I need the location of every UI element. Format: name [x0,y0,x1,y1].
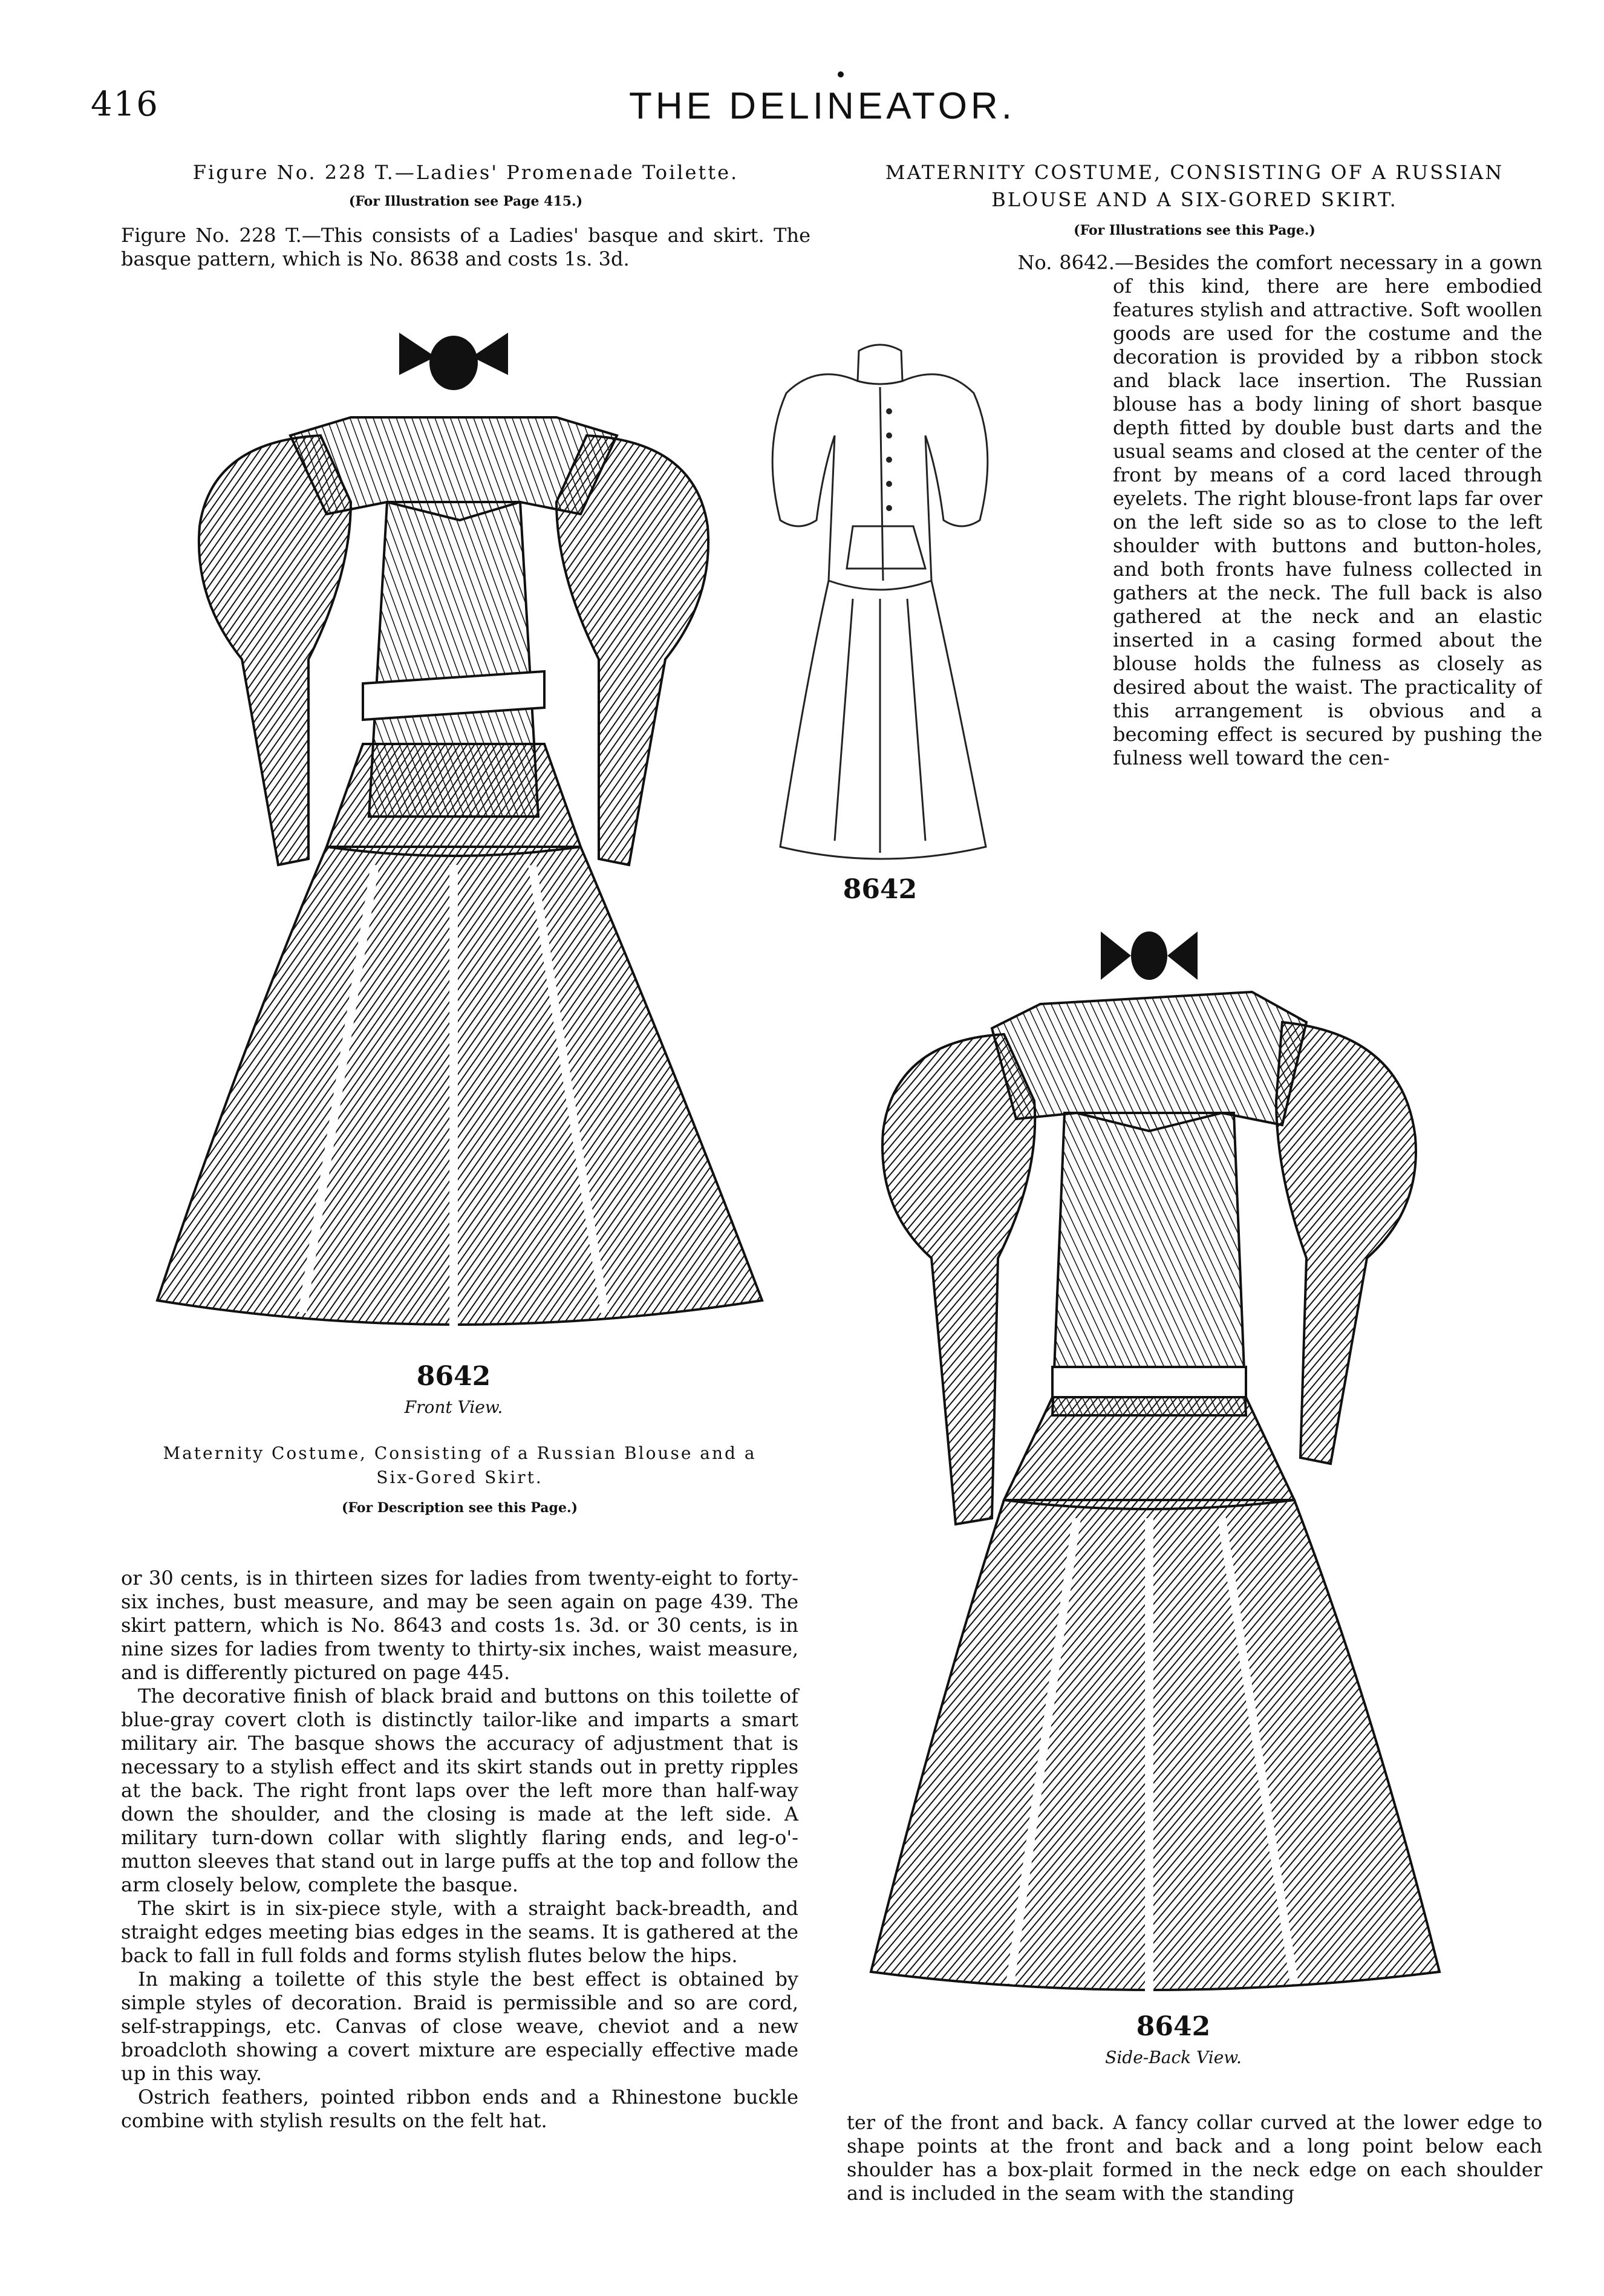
front-view-illustration [121,321,786,1349]
front-figure-number: 8642 [416,1361,491,1392]
masthead-title: THE DELINEATOR. [629,85,1016,127]
left-body-paragraph-5: Ostrich feathers, pointed ribbon ends and a Rhinestone buckle combine with stylish results on the felt hat. [121,2086,798,2132]
left-body-paragraph-4: In making a toilette of this style the best effect is obtained by simple styles of decoration. Braid is permissible and so are cord, self-strappings, etc. Canvas of close weave, cheviot and a new broadcloth showing a covert mixture are especially effective made up in this way. [121,1968,798,2085]
front-figure-view: Front View. [404,1397,503,1417]
side-back-view-illustration [859,919,1464,2008]
caption-note: (For Description see this Page.) [341,1500,578,1516]
small-figure-number: 8642 [843,874,918,905]
side-back-figure-view: Side-Back View. [1105,2047,1242,2067]
left-body-paragraph-3: The skirt is in six-piece style, with a straight back-breadth, and straight edges meeting bias edges in the seams. It is gathered at the back to fall in full folds and forms stylish flutes below the hips. [121,1897,798,1967]
left-body-text [121,1567,798,2133]
side-back-view-drawing [859,919,1464,2008]
right-bottom-paragraph: ter of the front and back. A fancy collar curved at the lower edge to shape points at the front and back and a long point below each shoulder has a box-plait formed in the neck edge on each shoulder and is included in the seam with the standing [847,2111,1542,2205]
left-figure-note: (For Illustration see Page 415.) [348,194,583,209]
right-title-line1: MATERNITY COSTUME, CONSISTING OF A RUSSIAN [885,161,1504,184]
caption-line1: Maternity Costume, Consisting of a Russian Blouse and a [163,1443,757,1463]
left-intro-paragraph: Figure No. 228 T.—This consists of a Ladies' basque and skirt. The basque pattern, which is No. 8638 and costs 1s. 3d. [121,224,810,270]
right-bottom-text [847,2111,1542,2205]
caption-line2: Six-Gored Skirt. [376,1467,543,1487]
side-back-figure-number: 8642 [1136,2011,1211,2042]
page-number: 416 [91,85,159,124]
right-title-line2: BLOUSE AND A SIX-GORED SKIRT. [991,188,1398,211]
front-view-drawing [121,321,786,1349]
right-title-note: (For Illustrations see this Page.) [1074,223,1315,238]
left-intro-text [121,224,810,271]
left-figure-title: Figure No. 228 T.—Ladies' Promenade Toilette. [192,161,739,184]
right-body-paragraph: No. 8642.—Besides the comfort necessary in a gown of this kind, there are here embodied features stylish and attractive. Soft woollen goods are used for the costume and the decoration is provided by a ribbon stock and black lace insertion. The Russian blouse has a body lining of short basque depth fitted by double bust darts and the usual seams and closed at the center of the front by means of a cord laced through eyelets. The right blouse-front laps far over on the left side so as to close to the left shoulder with buttons and button-holes, and both fronts have fulness collected in gathers at the neck. The full back is also gathered at the neck and an elastic inserted in a casing formed about the blouse holds the fulness as closely as desired about the waist. The practicality of this arrangement is obvious and a becoming effect is secured by pushing the fulness well toward the cen- [1017,251,1542,769]
masthead-dot [838,71,844,77]
left-body-paragraph-1: or 30 cents, is in thirteen sizes for ladies from twenty-eight to forty-six inches, bust measure, and may be seen again on page 439. The skirt pattern, which is No. 8643 and costs 1s. 3d. or 30 cents, is in nine sizes for ladies from twenty to thirty-six inches, waist measure, and is differently pictured on page 445. [121,1567,798,1684]
left-body-paragraph-2: The decorative finish of black braid and buttons on this toilette of blue-gray covert cloth is distinctly tailor-like and imparts a smart military air. The basque shows the accuracy of adjustment that is necessary to a stylish effect and its skirt stands out in pretty ripples at the back. The right front laps over the left more than half-way down the shoulder, and the closing is made at the left side. A military turn-down collar with slightly flaring ends, and leg-o'-mutton sleeves that stand out in large puffs at the top and follow the arm closely below, complete the basque. [121,1684,798,1896]
